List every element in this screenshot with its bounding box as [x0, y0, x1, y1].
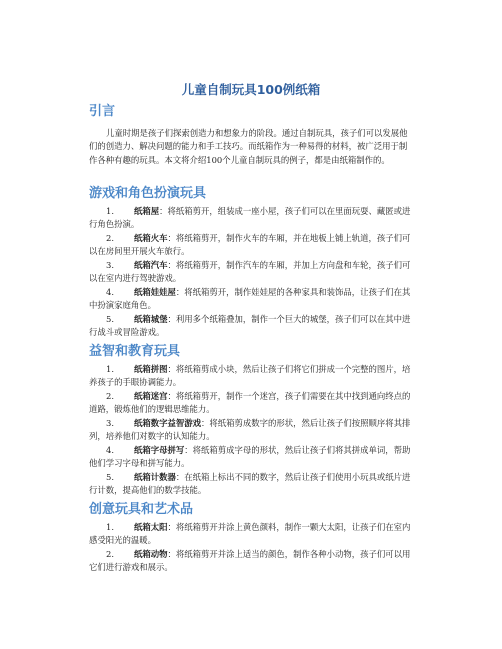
list-item-text: ：利用多个纸箱叠加，制作一个巨大的城堡，孩子们可以在其中进行战斗或冒险游戏。	[89, 314, 411, 338]
list-item-number: 2.	[106, 233, 114, 243]
list-item	[89, 444, 415, 471]
document-title: 儿童自制玩具100例纸箱	[181, 82, 321, 97]
list-item-name: 纸箱动物	[134, 549, 168, 559]
list-item-name: 纸箱屋	[134, 206, 160, 216]
section-heading-education: 益智和教育玩具	[89, 344, 181, 359]
intro-paragraph: 儿童时期是孩子们探索创造力和想象力的阶段。通过自制玩具，孩子们可以发展他们的创造力、解决问题的能力和手工技巧。而纸箱作为一种易得的材料，被广泛用于制作各种有趣的玩具。本文将介绍100个儿童自制玩具的例子，都是由纸箱制作的。	[89, 128, 408, 165]
list-item-text: ：将纸箱剪开，制作火车的车厢，并在地板上铺上轨道，孩子们可以在房间里开展火车旅行。	[89, 233, 411, 257]
list-item-text: ：将纸箱剪成小块，然后让孩子们将它们拼成一个完整的图片，培养孩子的手眼协调能力。	[89, 364, 411, 388]
list-item-number: 2.	[106, 549, 114, 559]
list-item-number: 1.	[106, 522, 114, 532]
list-item	[89, 286, 415, 313]
list-item-name: 纸箱计数器	[134, 472, 176, 482]
list-item-text: ：将纸箱剪开，制作一个迷宫，孩子们需要在其中找到通向终点的道路，锻炼他们的逻辑思维能力。	[89, 391, 411, 415]
list-item	[89, 521, 415, 548]
list-item-name: 纸箱城堡	[134, 314, 168, 324]
list-item-name: 纸箱汽车	[134, 260, 168, 270]
list-item	[89, 232, 415, 259]
list-item-number: 5.	[106, 472, 114, 482]
list-item-name: 纸箱迷宫	[134, 391, 168, 401]
list-item-name: 纸箱太阳	[134, 522, 168, 532]
list-item	[89, 259, 415, 286]
list-item-number: 1.	[106, 206, 114, 216]
list-item	[89, 363, 415, 390]
list-item-name: 纸箱数字益智游戏	[134, 418, 201, 428]
list-item-text: ：将纸箱剪开，制作汽车的车厢，并加上方向盘和车轮，孩子们可以在室内进行驾驶游戏。	[89, 260, 411, 284]
list-item	[89, 313, 415, 340]
list-item-number: 3.	[106, 418, 114, 428]
list-item-number: 2.	[106, 391, 114, 401]
list-item-number: 1.	[106, 364, 114, 374]
list-item-text: ：将纸箱剪成数字的形状，然后让孩子们按照顺序将其排列，培养他们对数字的认知能力。	[89, 418, 411, 442]
list-item-text: ：将纸箱剪开并涂上适当的颜色，制作各种小动物，孩子们可以用它们进行游戏和展示。	[89, 549, 411, 573]
list-item-number: 5.	[106, 314, 114, 324]
list-item-number: 4.	[106, 287, 114, 297]
list-item-text: ：将纸箱剪开，组装成一座小屋，孩子们可以在里面玩耍、藏匿或进行角色扮演。	[89, 206, 411, 230]
list-item	[89, 205, 415, 232]
list-item-text: ：在纸箱上标出不同的数字，然后让孩子们使用小玩具或纸片进行计数，提高他们的数学技能。	[89, 472, 411, 496]
list-item-number: 3.	[106, 260, 114, 270]
list-item-text: ：将纸箱剪开，制作娃娃屋的各种家具和装饰品，让孩子们在其中扮演家庭角色。	[89, 287, 411, 311]
list-item-number: 4.	[106, 445, 114, 455]
list-item	[89, 390, 415, 417]
list-item-text: ：将纸箱剪成字母的形状，然后让孩子们将其拼成单词，帮助他们学习字母和拼写能力。	[89, 445, 411, 469]
list-item-name: 纸箱拼图	[134, 364, 168, 374]
list-item	[89, 471, 415, 498]
section-heading-creative: 创意玩具和艺术品	[89, 502, 194, 517]
section-heading-intro: 引言	[89, 104, 116, 119]
list-item-name: 纸箱娃娃屋	[134, 287, 176, 297]
list-item-name: 纸箱火车	[134, 233, 168, 243]
list-item-text: ：将纸箱剪开并涂上黄色颜料，制作一颗大太阳，让孩子们在室内感受阳光的温暖。	[89, 522, 411, 546]
list-item-name: 纸箱字母拼写	[134, 445, 185, 455]
list-item	[89, 548, 415, 575]
section-heading-games: 游戏和角色扮演玩具	[89, 186, 207, 201]
list-item	[89, 417, 415, 444]
